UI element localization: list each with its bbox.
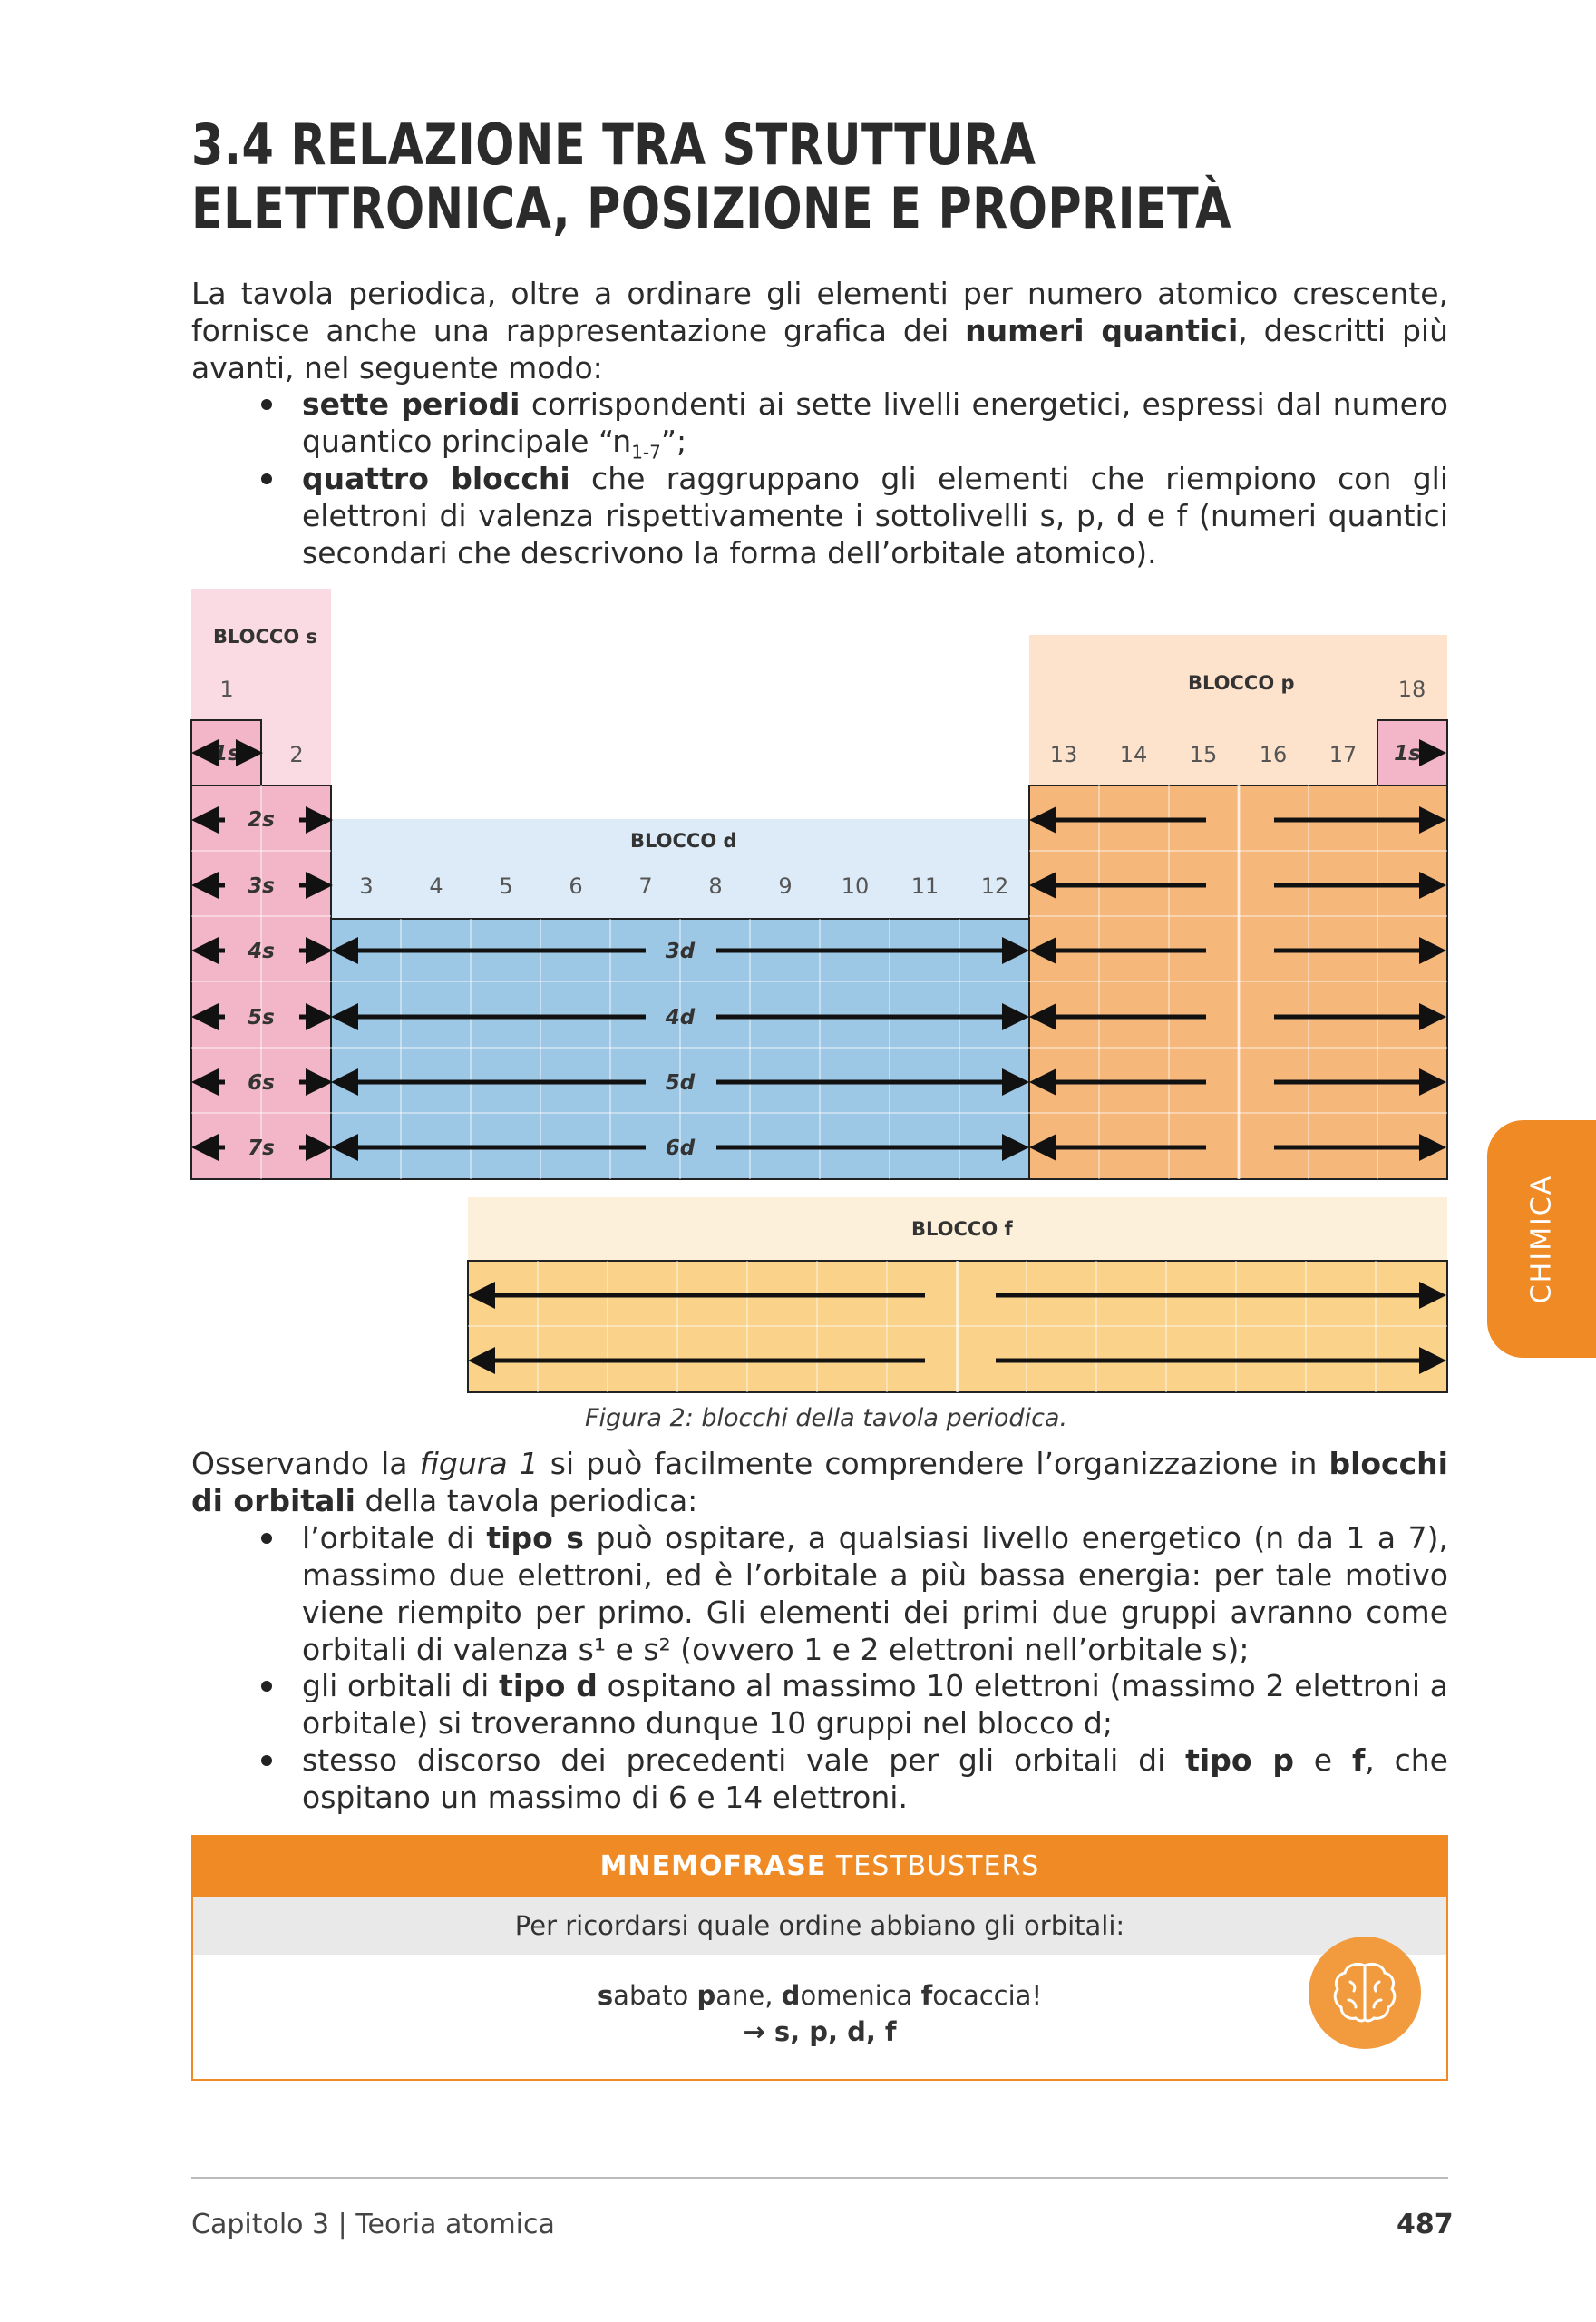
block-f-label: BLOCCO f	[911, 1218, 1013, 1240]
mnemo-order: → s, p, d, f	[743, 2016, 897, 2047]
d-row-label: 3d	[665, 940, 696, 963]
intro-text-a: La tavola periodica, oltre a ordinare gli elementi per numero atomico crescente, fornisce anche una rappresentazione grafica dei	[191, 276, 1448, 348]
b2-1-a: gli orbitali di	[302, 1668, 500, 1703]
group-number: 8	[708, 873, 723, 899]
bullet-tipo-d	[302, 1667, 1448, 1742]
s-row-label: 3s	[248, 874, 275, 898]
s-row-label: 6s	[248, 1071, 275, 1095]
footer-chapter: Capitolo 3 | Teoria atomica	[191, 2209, 555, 2240]
mnemo-head-rest: TESTBUSTERS	[826, 1850, 1040, 1882]
group-number: 17	[1328, 742, 1358, 767]
b2-2-bold: tipo p	[1185, 1742, 1294, 1778]
intro-text-b: , descritti più avanti, nel seguente modo:	[191, 313, 1448, 385]
p-first-label: 1s	[1394, 742, 1421, 766]
mnemofrase-box	[191, 1835, 1448, 2081]
group-number: 5	[499, 873, 513, 899]
para2-b: si può facilmente comprendere l’organizzazione in	[538, 1446, 1329, 1481]
para-2	[191, 1445, 1448, 1519]
footer-rule	[191, 2177, 1448, 2179]
b2-0-a: l’orbitale di	[302, 1520, 487, 1556]
brain-icon	[1309, 1937, 1421, 2049]
s-row-label: 1s	[213, 742, 240, 766]
page-number: 487	[1396, 2209, 1454, 2240]
b2-2-b: , che ospitano un massimo di 6 e 14 elettroni.	[302, 1742, 1448, 1815]
page-title: 3.4 RELAZIONE TRA STRUTTURA ELETTRONICA, POSIZIONE E PROPRIETÀ	[191, 112, 1231, 241]
block-d-label: BLOCCO d	[630, 830, 737, 852]
bullet-periodi-bold: sette periodi	[302, 386, 521, 422]
bullet-dot	[261, 1681, 272, 1692]
d-row-label: 5d	[665, 1071, 696, 1095]
intro-bold: numeri quantici	[965, 313, 1239, 348]
bullet-dot	[261, 1533, 272, 1544]
bullet-tipo-pf	[302, 1742, 1448, 1816]
mnemo-phrase: sabato pane, domenica focaccia!	[597, 1980, 1043, 2011]
b2-1-bold: tipo d	[499, 1668, 598, 1703]
group-number: 12	[980, 873, 1009, 899]
group-number: 3	[359, 873, 374, 899]
group-number: 15	[1189, 742, 1218, 767]
para2-bold: blocchi di orbitali	[191, 1446, 1448, 1518]
mnemo-subtitle: Per ricordarsi quale ordine abbiano gli orbitali:	[193, 1897, 1446, 1955]
bullet-dot	[261, 1755, 272, 1766]
s-row-label: 4s	[248, 940, 275, 963]
s-row-label: 7s	[248, 1137, 275, 1160]
b2-2-bold2: f	[1351, 1742, 1366, 1778]
group-number: 16	[1259, 742, 1288, 767]
s-row-label: 2s	[248, 808, 275, 832]
b2-2-mid: e	[1293, 1742, 1352, 1778]
group-number: 7	[638, 873, 653, 899]
bullet-blocchi-bold: quattro blocchi	[302, 461, 570, 496]
group-number: 4	[429, 873, 443, 899]
bullet-periodi-after: ”;	[660, 424, 687, 459]
chapter-side-tab[interactable]	[1487, 1120, 1596, 1358]
mnemo-head-bold: MNEMOFRASE	[599, 1850, 827, 1882]
group-number: 9	[778, 873, 793, 899]
group-number: 11	[910, 873, 939, 899]
d-row-label: 6d	[665, 1137, 696, 1160]
para2-italic: figura 1	[419, 1446, 539, 1481]
b2-1-b: ospitano al massimo 10 elettroni (massimo 2 elettroni a orbitale) si troveranno dunque 10 gruppi nel blocco d;	[302, 1668, 1448, 1741]
bullet-tipo-s	[302, 1519, 1448, 1668]
figure-caption: Figura 2: blocchi della tavola periodica.	[585, 1404, 1068, 1432]
group-number: 6	[569, 873, 583, 899]
bullet-periodi-text: corrispondenti ai sette livelli energetici, espressi dal numero quantico principale “n	[302, 386, 1448, 459]
group-number: 18	[1397, 677, 1426, 702]
b2-2-a: stesso discorso dei precedenti vale per gli orbitali di	[302, 1742, 1186, 1778]
mnemo-header	[193, 1837, 1446, 1897]
para2-c: della tavola periodica:	[355, 1483, 698, 1518]
block-s-label: BLOCCO s	[213, 626, 317, 648]
bullet-blocchi-text: che raggruppano gli elementi che riempiono con gli elettroni di valenza rispettivamente i sottolivelli s, p, d e f (numeri quantici secondari che descrivono la forma dell’orbitale atomico).	[302, 461, 1449, 571]
para2-a: Osservando la	[191, 1446, 420, 1481]
b2-0-bold: tipo s	[486, 1520, 584, 1556]
group-number: 2	[289, 742, 304, 767]
group-number: 13	[1049, 742, 1078, 767]
group-number: 14	[1119, 742, 1148, 767]
group-number: 1	[219, 677, 234, 702]
group-number: 10	[841, 873, 870, 899]
bullet-periodi-sub: 1-7	[631, 441, 661, 463]
d-row-label: 4d	[665, 1006, 696, 1029]
b2-0-b: può ospitare, a qualsiasi livello energetico (n da 1 a 7), massimo due elettroni, ed è l’orbitale a più bassa energia: per tale motivo viene riempito per primo. Gli elementi dei primi due gruppi avranno come orbitali di valenza s¹ e s² (ovvero 1 e 2 elettroni nell’orbitale s);	[302, 1520, 1448, 1667]
side-tab-label: CHIMICA	[1525, 1174, 1558, 1304]
block-p-label: BLOCCO p	[1188, 672, 1295, 694]
s-row-label: 5s	[248, 1006, 275, 1029]
